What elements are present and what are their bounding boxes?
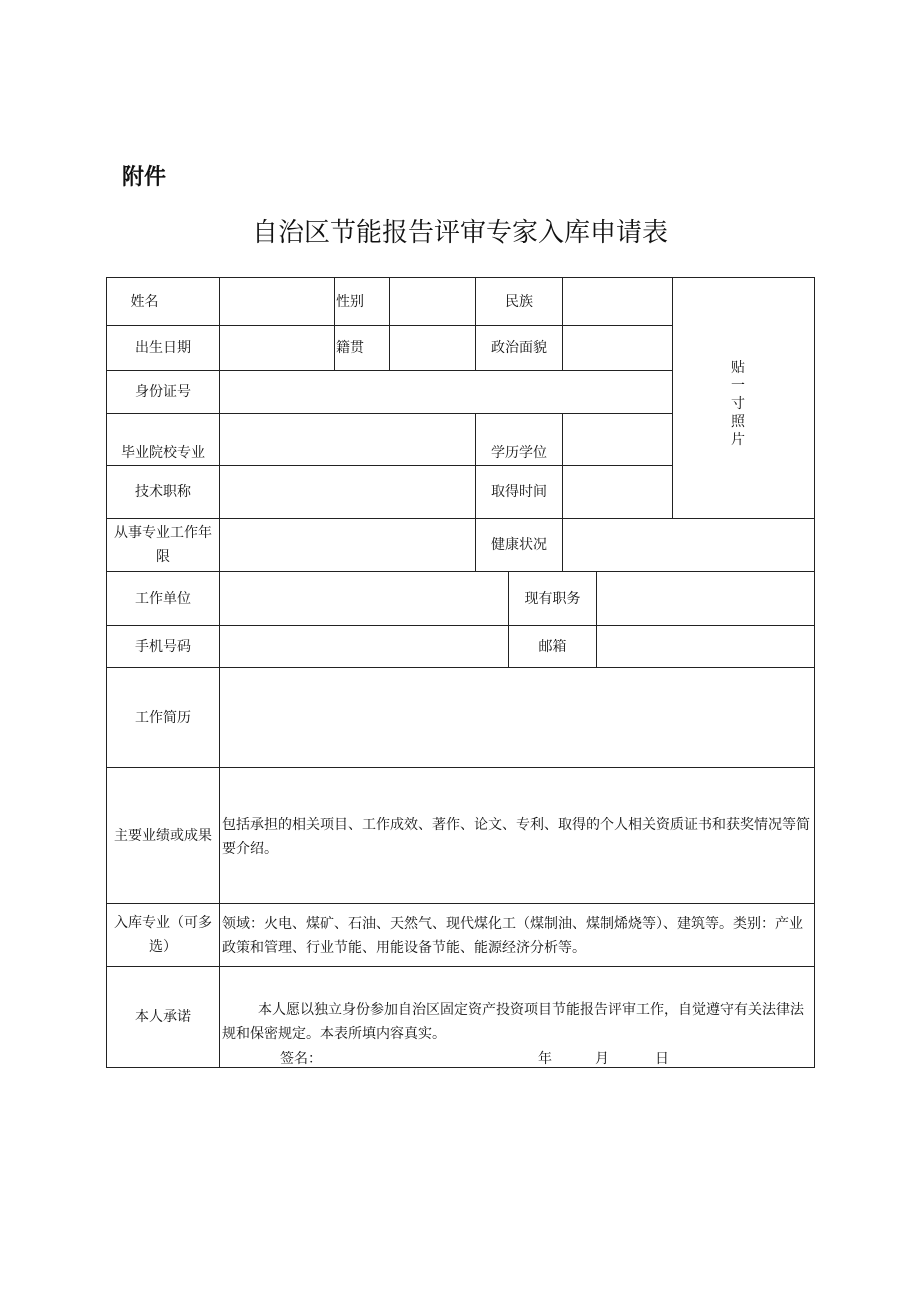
ethnicity-label: 民族 <box>505 293 533 310</box>
month-label: 月 <box>595 1051 609 1067</box>
phone-field[interactable] <box>220 626 508 667</box>
employer-label: 工作单位 <box>135 590 191 607</box>
obtained-time-label: 取得时间 <box>491 484 547 500</box>
resume-field[interactable] <box>220 668 814 767</box>
signature-label: 签名： <box>280 1051 322 1067</box>
signature-field[interactable] <box>330 1046 520 1066</box>
position-field[interactable] <box>597 572 814 625</box>
degree-field[interactable] <box>563 414 672 465</box>
id-number-label: 身份证号 <box>135 384 191 400</box>
work-years-label: 从事专业工作年限 <box>114 525 212 565</box>
school-major-label: 毕业院校专业 <box>121 445 205 461</box>
email-field[interactable] <box>597 626 814 667</box>
degree-label: 学历学位 <box>491 445 547 461</box>
table-border-right <box>814 277 815 1067</box>
phone-label: 手机号码 <box>135 638 191 655</box>
ethnicity-field[interactable] <box>563 278 672 325</box>
gender-field[interactable] <box>390 278 475 325</box>
achievements-label: 主要业绩或成果 <box>114 827 212 844</box>
school-major-field[interactable] <box>220 414 475 465</box>
achievements-hint[interactable]: 包括承担的相关项目、工作成效、著作、论文、专利、取得的个人相关资质证书和获奖情况等简要介绍。 <box>222 817 810 857</box>
health-label: 健康状况 <box>491 537 547 553</box>
column-divider <box>334 277 335 370</box>
specialty-label: 入库专业（可多选） <box>114 915 212 955</box>
native-place-label: 籍贯 <box>336 340 364 356</box>
position-label: 现有职务 <box>524 590 581 607</box>
day-label: 日 <box>655 1051 669 1067</box>
pledge-text: 本人愿以独立身份参加自治区固定资产投资项目节能报告评审工作，自觉遵守有关法律法规和保密规定。本表所填内容真实。 <box>222 1002 804 1042</box>
pledge-label: 本人承诺 <box>135 1009 191 1025</box>
table-border-bottom <box>106 1067 815 1068</box>
annex-label: 附件 <box>122 165 167 190</box>
obtained-time-field[interactable] <box>563 466 672 518</box>
name-label: 姓名 <box>130 293 159 310</box>
birth-date-label: 出生日期 <box>135 340 191 356</box>
name-field[interactable] <box>220 278 334 325</box>
gender-label: 性别 <box>336 293 364 310</box>
work-years-field[interactable] <box>220 519 475 571</box>
tech-title-field[interactable] <box>220 466 475 518</box>
native-place-field[interactable] <box>390 326 475 370</box>
photo-label: 贴一寸照片 <box>731 360 745 448</box>
year-label: 年 <box>538 1051 552 1067</box>
tech-title-label: 技术职称 <box>135 484 191 500</box>
email-label: 邮箱 <box>538 638 567 655</box>
employer-field[interactable] <box>220 572 508 625</box>
birth-date-field[interactable] <box>220 326 334 370</box>
political-status-field[interactable] <box>563 326 672 370</box>
id-number-field[interactable] <box>220 371 672 413</box>
health-field[interactable] <box>563 519 814 571</box>
resume-label: 工作简历 <box>135 709 191 726</box>
page-title: 自治区节能报告评审专家入库申请表 <box>251 218 668 248</box>
specialty-hint[interactable]: 领域：火电、煤矿、石油、天然气、现代煤化工（煤制油、煤制烯烧等）、建筑等。类别：产业政策和管理、行业节能、用能设备节能、能源经济分析等。 <box>222 916 803 956</box>
political-status-label: 政治面貌 <box>491 340 547 356</box>
